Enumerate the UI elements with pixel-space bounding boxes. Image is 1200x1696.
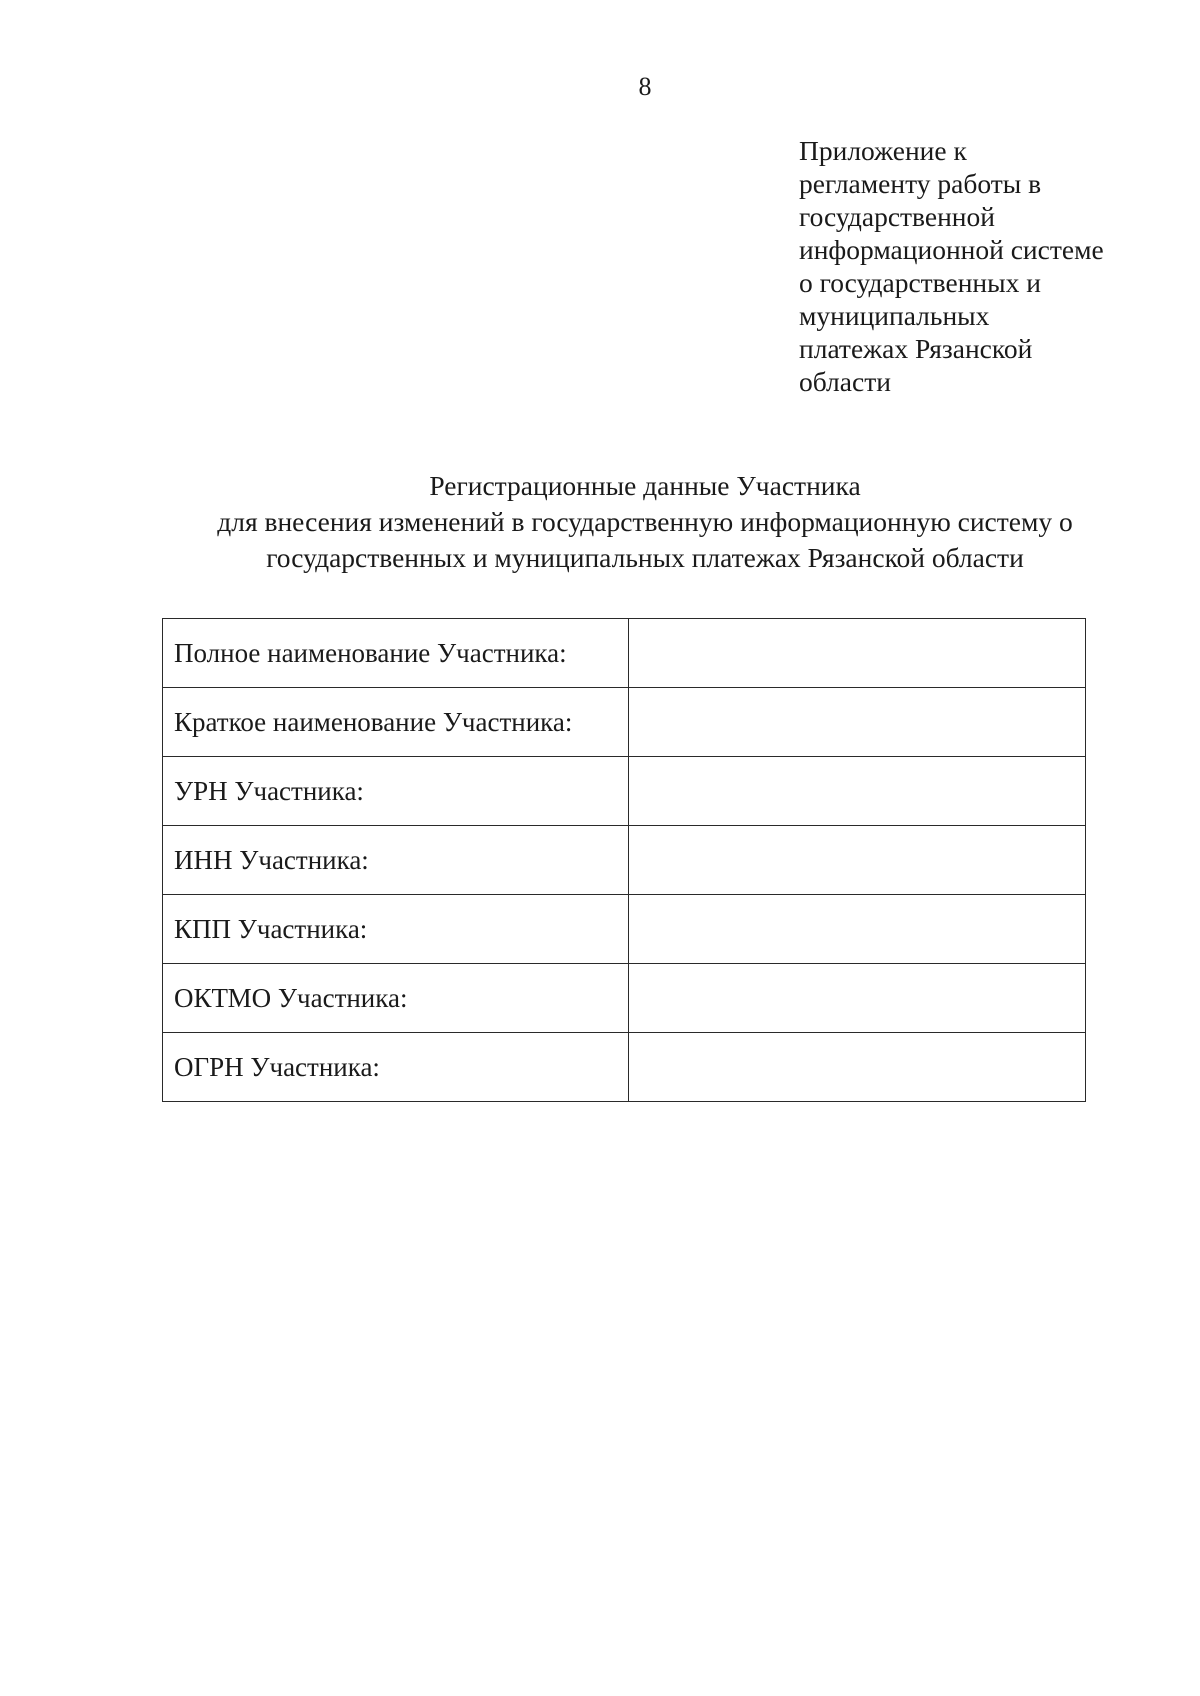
table-row <box>163 619 1086 688</box>
appendix-note <box>799 134 1159 398</box>
table-row <box>163 826 1086 895</box>
field-label-urn: УРН Участника: <box>163 757 629 826</box>
field-value-ogrn[interactable] <box>629 1033 1086 1102</box>
field-value-oktmo[interactable] <box>629 964 1086 1033</box>
document-title <box>150 468 1140 576</box>
field-label-short-name: Краткое наименование Участника: <box>163 688 629 757</box>
field-label-ogrn: ОГРН Участника: <box>163 1033 629 1102</box>
field-label-inn: ИНН Участника: <box>163 826 629 895</box>
table-row <box>163 688 1086 757</box>
appendix-note-line: области <box>799 366 891 397</box>
field-value-urn[interactable] <box>629 757 1086 826</box>
field-value-kpp[interactable] <box>629 895 1086 964</box>
table-row <box>163 757 1086 826</box>
appendix-note-line: информационной системе <box>799 234 1104 265</box>
appendix-note-line: о государственных и <box>799 267 1041 298</box>
field-label-full-name: Полное наименование Участника: <box>163 619 629 688</box>
appendix-note-line: регламенту работы в <box>799 168 1042 199</box>
table-row <box>163 964 1086 1033</box>
document-title-line: для внесения изменений в государственную информационную систему о <box>217 506 1073 537</box>
appendix-note-line: платежах Рязанской <box>799 333 1033 364</box>
appendix-note-line: Приложение к <box>799 135 967 166</box>
appendix-note-line: государственной <box>799 201 995 232</box>
field-label-oktmo: ОКТМО Участника: <box>163 964 629 1033</box>
table-row <box>163 895 1086 964</box>
field-value-full-name[interactable] <box>629 619 1086 688</box>
appendix-note-line: муниципальных <box>799 300 990 331</box>
field-value-short-name[interactable] <box>629 688 1086 757</box>
field-value-inn[interactable] <box>629 826 1086 895</box>
field-label-kpp: КПП Участника: <box>163 895 629 964</box>
table-row <box>163 1033 1086 1102</box>
document-title-line: государственных и муниципальных платежах Рязанской области <box>266 542 1024 573</box>
registration-table <box>162 618 1086 1102</box>
page-number: 8 <box>638 72 652 101</box>
document-title-line: Регистрационные данные Участника <box>429 470 861 501</box>
